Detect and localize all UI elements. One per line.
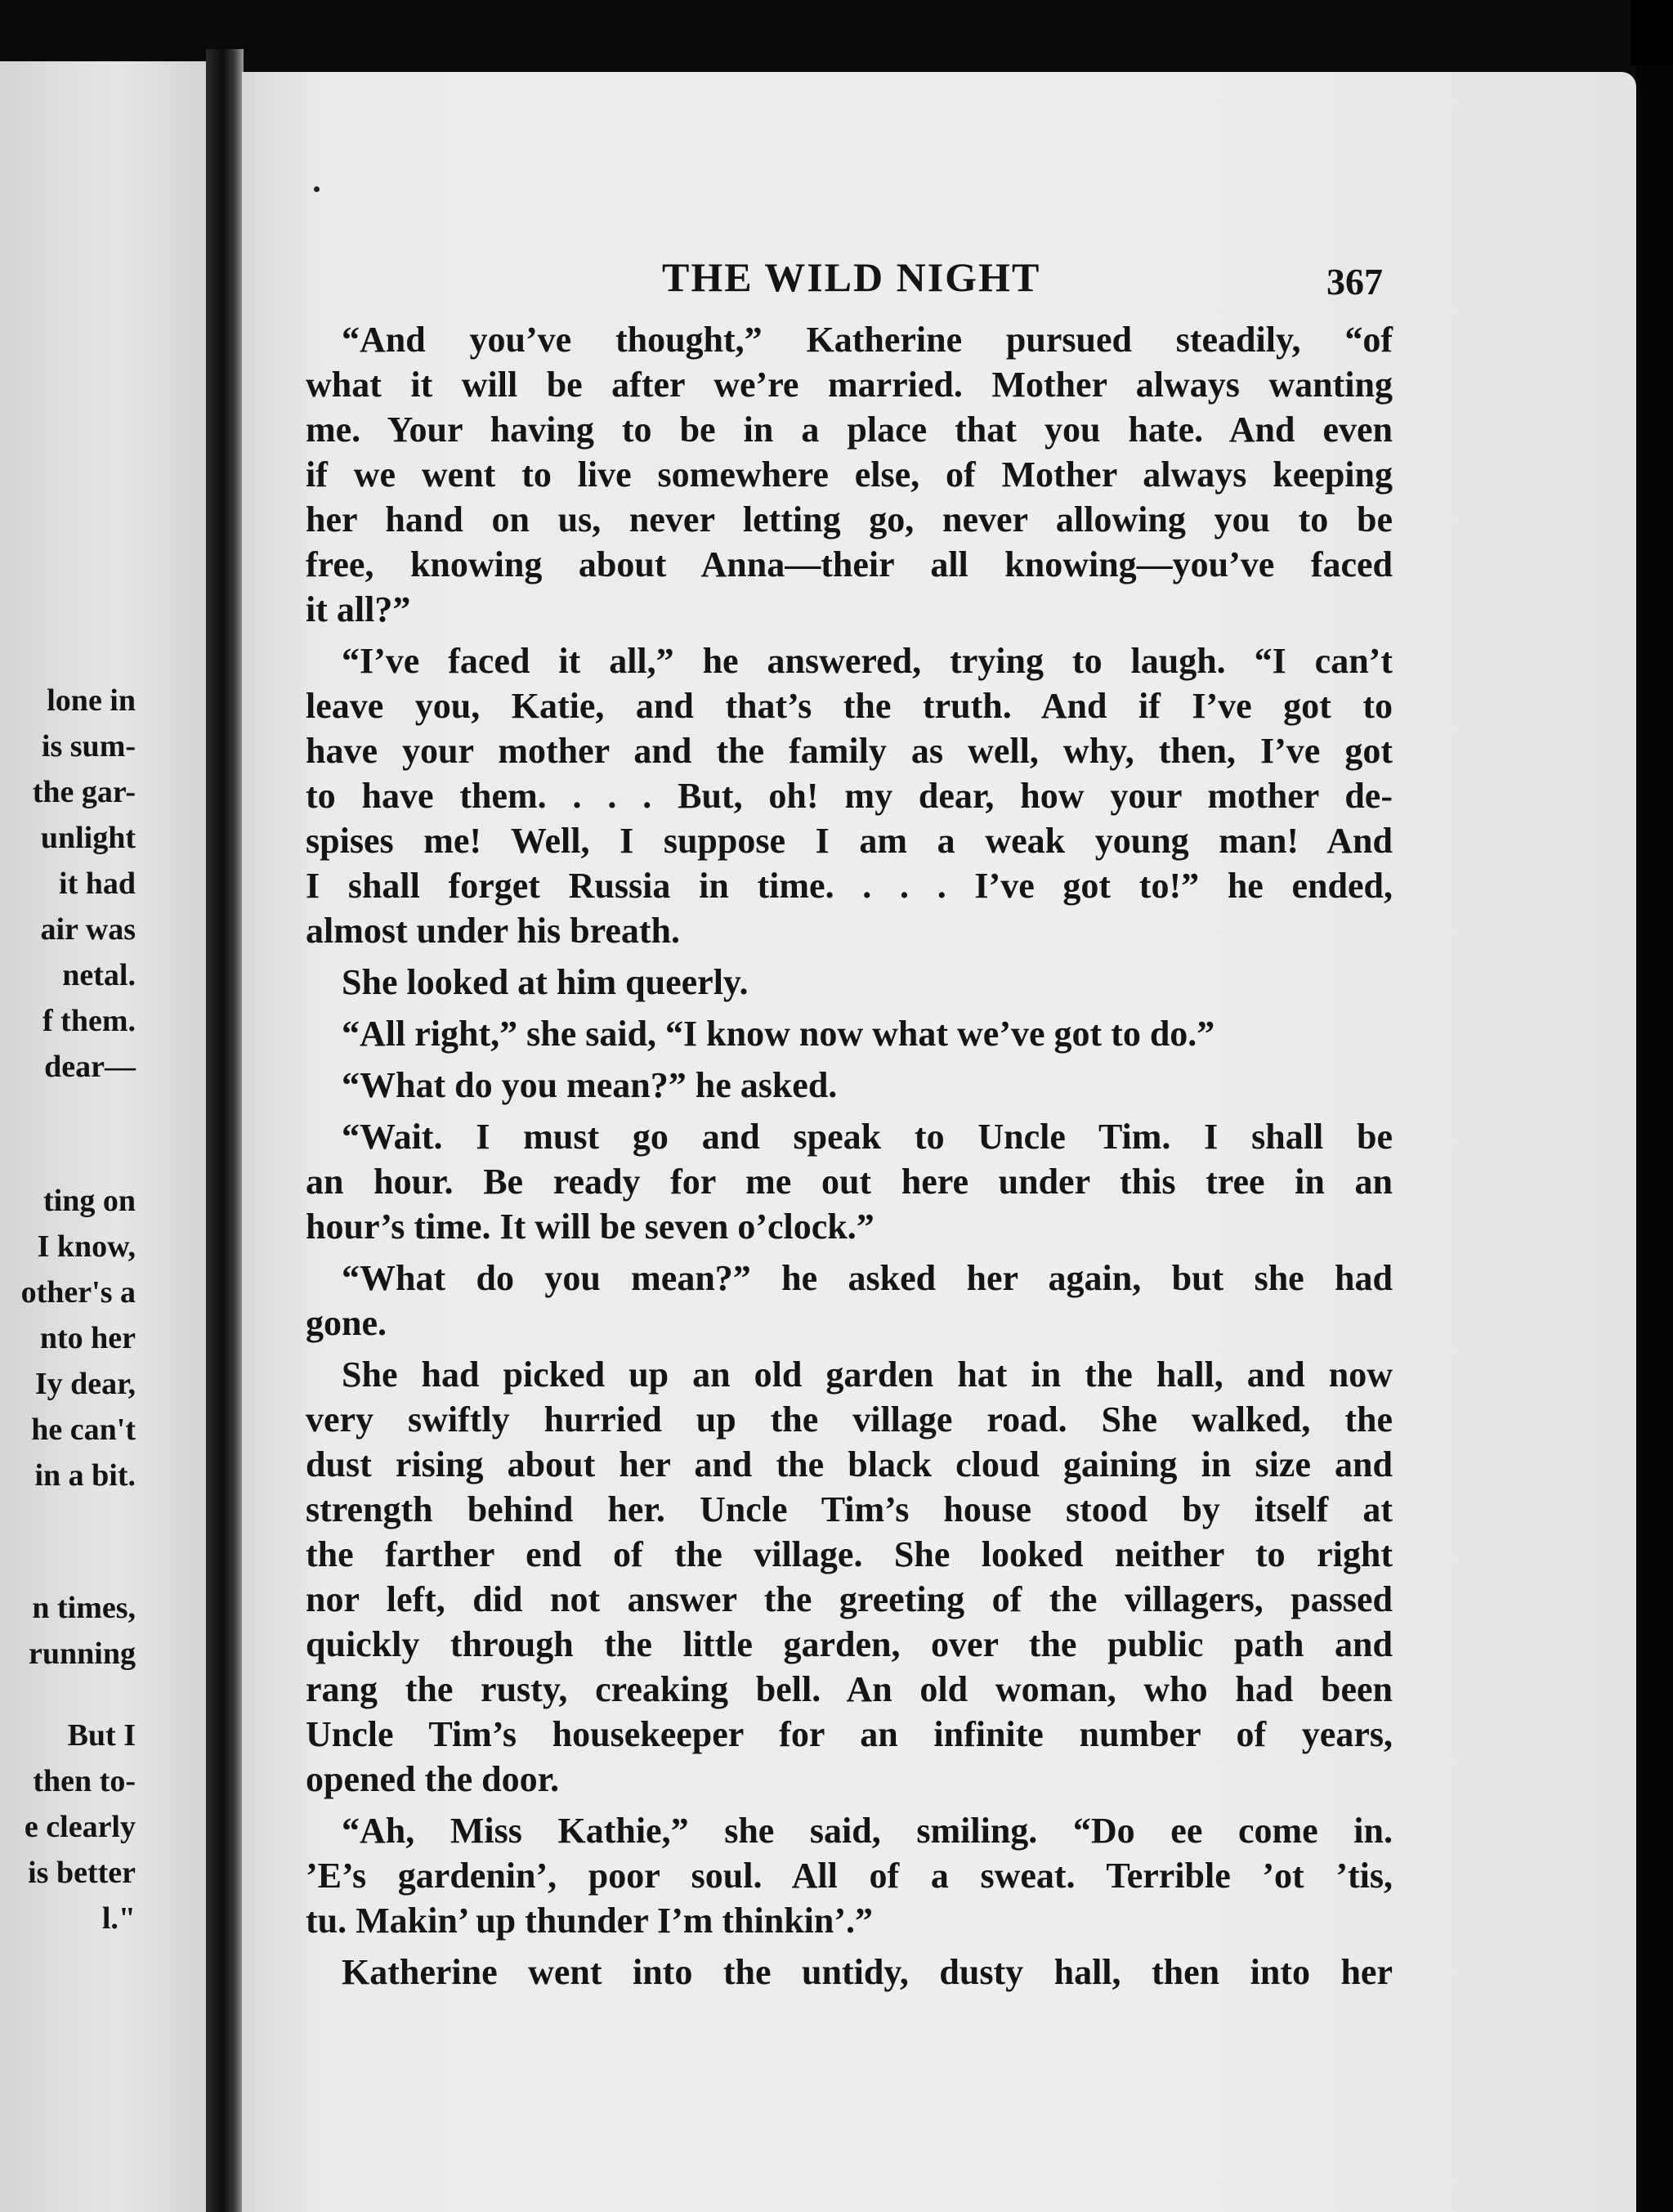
text-line: almost under his breath.: [306, 911, 681, 951]
book-gutter: [206, 49, 244, 2212]
left-page-fragment: But I: [67, 1718, 136, 1753]
text-line: “Ah, Miss Kathie,” she said, smiling. “Do ee come in.: [342, 1811, 1393, 1851]
corner-shadow: [1631, 0, 1673, 65]
right-page: [242, 72, 1636, 2212]
text-line: dust rising about her and the black cloud gaining in size and: [306, 1444, 1393, 1484]
paragraph-gap: [306, 1249, 1393, 1256]
text-line: “And you’ve thought,” Katherine pursued steadily, “of: [342, 320, 1393, 360]
left-page-fragment: other's a: [20, 1275, 136, 1310]
paragraph-gap: [306, 1346, 1393, 1352]
text-line: She looked at him queerly.: [342, 962, 749, 1002]
paragraph-gap: [306, 1108, 1393, 1114]
text-line: leave you, Katie, and that’s the truth. And if I’ve got to: [306, 686, 1393, 726]
text-line: hour’s time. It will be seven o’clock.”: [306, 1207, 875, 1247]
text-line: free, knowing about Anna—their all knowing—you’ve faced: [306, 544, 1393, 584]
text-line: “What do you mean?” he asked.: [342, 1065, 838, 1105]
left-page-fragment: the gar-: [32, 775, 136, 809]
text-line: “I’ve faced it all,” he answered, trying to laugh. “I can’t: [342, 641, 1393, 681]
left-page-fragment: he can't: [31, 1413, 136, 1447]
left-page-fragment: then to-: [33, 1764, 136, 1798]
left-page-fragment: l.": [101, 1901, 136, 1936]
left-page-fragment: air was: [40, 912, 136, 947]
left-page-fragment: nto her: [39, 1321, 136, 1355]
text-line: spises me! Well, I suppose I am a weak young man! And: [306, 821, 1393, 861]
paragraph-gap: [306, 1056, 1393, 1063]
text-line: Uncle Tim’s housekeeper for an infinite number of years,: [306, 1714, 1393, 1754]
left-page-fragment: Iy dear,: [34, 1367, 136, 1401]
left-page-fragment: is better: [28, 1856, 136, 1890]
text-line: if we went to live somewhere else, of Mother always keeping: [306, 454, 1393, 495]
page-edge-shadow: [1636, 65, 1673, 2212]
running-head: [242, 253, 1636, 311]
left-page-fragment: in a bit.: [34, 1458, 136, 1493]
left-page-fragment: I know,: [37, 1229, 136, 1264]
left-page: [0, 61, 211, 2212]
text-line: rang the rusty, creaking bell. An old woman, who had been: [306, 1669, 1393, 1709]
running-title: THE WILD NIGHT: [662, 254, 1041, 300]
text-line: very swiftly hurried up the village road. She walked, the: [306, 1399, 1393, 1440]
text-line: “Wait. I must go and speak to Uncle Tim. I shall be: [342, 1117, 1393, 1157]
left-page-fragment: running: [29, 1637, 136, 1671]
ink-speck: [314, 186, 320, 192]
text-line: to have them. . . . But, oh! my dear, how your mother de-: [306, 776, 1393, 816]
body-text: [306, 317, 1393, 1995]
text-line: opened the door.: [306, 1759, 560, 1799]
text-line: ’E’s gardenin’, poor soul. All of a sweat. Terrible ’ot ’tis,: [306, 1856, 1393, 1896]
left-page-fragment: netal.: [62, 958, 136, 992]
paragraph-gap: [306, 1802, 1393, 1808]
left-page-fragment: n times,: [32, 1591, 136, 1625]
text-line: “All right,” she said, “I know now what we’ve got to do.”: [342, 1014, 1215, 1054]
text-line: have your mother and the family as well, why, then, I’ve got: [306, 731, 1393, 771]
text-line: I shall forget Russia in time. . . . I’ve got to!” he ended,: [306, 866, 1393, 906]
paragraph-gap: [306, 1943, 1393, 1950]
paragraph-gap: [306, 1005, 1393, 1011]
left-page-fragment: unlight: [40, 821, 136, 855]
left-page-fragment: it had: [59, 866, 136, 901]
text-line: Katherine went into the untidy, dusty hall, then into her: [342, 1952, 1393, 1992]
text-line: “What do you mean?” he asked her again, but she had: [342, 1258, 1393, 1298]
text-line: it all?”: [306, 589, 411, 629]
paragraph-gap: [306, 953, 1393, 960]
left-page-fragment: is sum-: [41, 729, 136, 763]
text-line: what it will be after we’re married. Mother always wanting: [306, 365, 1393, 405]
left-page-fragment: f them.: [42, 1004, 136, 1038]
text-line: the farther end of the village. She looked neither to right: [306, 1534, 1393, 1574]
text-line: tu. Makin’ up thunder I’m thinkin’.”: [306, 1901, 874, 1941]
paragraph-gap: [306, 632, 1393, 638]
text-line: gone.: [306, 1303, 387, 1343]
text-line: She had picked up an old garden hat in the hall, and now: [342, 1355, 1393, 1395]
left-page-fragment: lone in: [47, 683, 136, 718]
text-line: nor left, did not answer the greeting of the villagers, passed: [306, 1579, 1393, 1619]
text-line: strength behind her. Uncle Tim’s house stood by itself at: [306, 1489, 1393, 1529]
left-page-fragment: ting on: [43, 1184, 136, 1218]
left-page-fragment: dear—: [44, 1050, 136, 1084]
text-line: her hand on us, never letting go, never allowing you to be: [306, 499, 1393, 540]
text-line: quickly through the little garden, over the public path and: [306, 1624, 1393, 1664]
text-line: an hour. Be ready for me out here under this tree in an: [306, 1162, 1393, 1202]
page-number: 367: [1326, 261, 1383, 302]
text-line: me. Your having to be in a place that you hate. And even: [306, 410, 1393, 450]
left-page-fragment: e clearly: [24, 1810, 136, 1844]
